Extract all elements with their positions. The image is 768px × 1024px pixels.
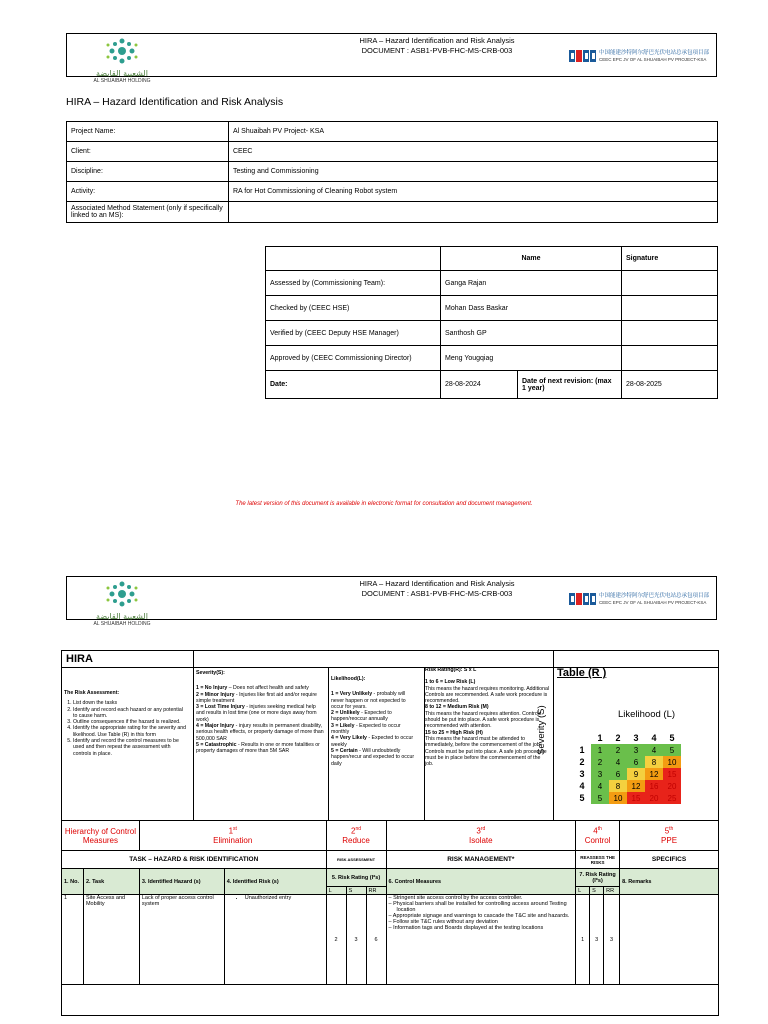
risk-matrix-cell: 12 [627, 780, 645, 792]
approval-role: Verified by (CEEC Deputy HSE Manager) [266, 321, 441, 346]
project-info-table [66, 121, 718, 223]
col-name-header: Name [441, 247, 622, 271]
risk-matrix-cell: 12 [645, 768, 663, 780]
next-revision-label: Date of next revision: (max 1 year) [518, 371, 622, 399]
risk-matrix-cell: 9 [627, 768, 645, 780]
task-hazard: Lack of proper access control system [139, 895, 224, 985]
likelihood-item: 2 = Unlikely - Expected to happen/reoccur annually [331, 710, 392, 723]
severity-item: 4 = Major Injury - injury results in permanent disability, serious health effects, or property damage of more than 500,000 SAR [196, 723, 324, 742]
project-info-row [67, 182, 718, 202]
hira-title: HIRA [66, 653, 93, 665]
logo-arabic-text: الشعيبة القابضة [96, 69, 148, 78]
likelihood-col-label: 1 [597, 733, 603, 743]
al-shuaibah-emblem-icon [102, 580, 142, 608]
hierarchy-5: 5th PPE [620, 821, 719, 851]
col-risk: 4. Identified Risk (s) [224, 869, 326, 895]
risk-matrix-cell: 5 [663, 744, 681, 756]
project-info-label: Discipline: [67, 162, 229, 182]
logo-arabic-text: الشعيبة القابضة [96, 612, 148, 621]
col-controls: 6. Control Measures [386, 869, 576, 895]
approval-name: Santhosh GP [441, 321, 622, 346]
risk-matrix-cell: 6 [627, 756, 645, 768]
severity-item: 3 = Lost Time Injury - injuries seeking medical help and results in lost time (one or more days away from work) [196, 704, 317, 723]
risk-matrix-cell: 2 [609, 744, 627, 756]
al-shuaibah-logo [67, 577, 177, 627]
sub-l: L [326, 887, 346, 895]
document-title: HIRA – Hazard Identification and Risk Analysis DOCUMENT : ASB1-PVB-FHC-MS-CRB-003 [359, 36, 515, 55]
approval-name: Ganga Rajan [441, 271, 622, 296]
task-remarks [620, 895, 719, 985]
hierarchy-4: 4th Control [576, 821, 620, 851]
reassess-header: REASSESS THE RISKS [576, 851, 620, 869]
approval-signature [622, 296, 718, 321]
risk-matrix-cell: 20 [663, 780, 681, 792]
approval-signature [622, 321, 718, 346]
control-measure: – Appropriate signage and warnings to cascade the T&C site and hazards. [388, 913, 570, 919]
severity-row-label: 5 [579, 793, 585, 803]
risk-matrix-cell: 10 [609, 792, 627, 804]
ceec-english-text: CEEC EPC JV OF AL SHUAIBAH PV PROJECT-KSA [599, 600, 707, 605]
project-info-row [67, 142, 718, 162]
approval-name: Mohan Dass Baskar [441, 296, 622, 321]
risk-matrix-cell: 2 [591, 756, 609, 768]
severity-item: 1 = No Injury – Does not affect health and safety [196, 685, 309, 692]
risk-matrix-header-row [573, 732, 681, 744]
likelihood-col-label: 2 [615, 733, 621, 743]
risk-assessment-steps [73, 700, 188, 757]
severity-axis-label: Severity (S) [536, 705, 547, 755]
approval-row [266, 321, 718, 346]
risk-matrix-cell: 8 [645, 756, 663, 768]
col-rating: 5. Risk Rating (I*s) [326, 869, 386, 887]
ceec-logo [569, 46, 717, 66]
project-info-label: Activity: [67, 182, 229, 202]
risk-matrix-cell: 3 [627, 744, 645, 756]
severity-item: 2 = Minor Injury - Injuries like first aid and/or require simple treatment [196, 691, 317, 704]
project-info-value: RA for Hot Commissioning of Cleaning Robot system [229, 182, 718, 202]
sub-s: S [346, 887, 366, 895]
risk-assessment-header: RISK ASSESSMENT [326, 851, 386, 869]
approval-role: Approved by (CEEC Commissioning Director) [266, 346, 441, 371]
risk-matrix [573, 732, 681, 804]
risk-matrix-cell: 8 [609, 780, 627, 792]
col-signature-header: Signature [622, 247, 718, 271]
likelihood-item: 5 = Certain - Will undoubtedly happen/recur and expected to occur daily [331, 747, 415, 767]
risk-matrix-cell: 5 [591, 792, 609, 804]
severity-item: 5 = Catastrophic - Results in one or more fatalities or property damages of more than 5M SAR [196, 741, 320, 755]
control-measure: – Stringent site access control by the access controller. [388, 895, 523, 901]
project-info-label: Client: [67, 142, 229, 162]
risk-matrix-cell: 1 [591, 744, 609, 756]
approval-signature [622, 346, 718, 371]
task-section-header: TASK – HAZARD & RISK IDENTIFICATION [62, 851, 327, 869]
rating-l: 2 [326, 895, 346, 985]
severity-row-label: 4 [579, 781, 585, 791]
date-value: 28-08-2024 [441, 371, 518, 399]
project-info-row [67, 122, 718, 142]
project-info-label: Associated Method Statement (only if specifically linked to an MS): [67, 202, 229, 223]
risk-matrix-row [573, 756, 681, 768]
risk-assessment-section: The Risk Assessment: 1. List down the tasks 2. Identify and record each hazard or any potential to cause harm. 3. Outline consequences if the hazard is realized. 4. Identify the appropriate rating for the severity and likelihood. Use Table (R) in this form 5. Identify and record the control measures to be used and then repeat the assessment with controls in place. [64, 690, 188, 757]
project-info-row [67, 202, 718, 223]
risk-matrix-cell: 4 [645, 744, 663, 756]
col-hazard: 3. Identified Hazard (s) [139, 869, 224, 895]
ceec-emblem-icon [569, 48, 597, 64]
task-name: Site Access and Mobility [83, 895, 139, 985]
likelihood-axis-label: Likelihood (L) [618, 709, 676, 720]
risk-step: 2. Identify and record each hazard or any potential to cause harm. [73, 707, 188, 720]
risk-matrix-cell: 15 [663, 768, 681, 780]
hierarchy-3: 3rd Isolate [386, 821, 576, 851]
likelihood-col-label: 4 [651, 733, 657, 743]
project-info-value: Al Shuaibah PV Project- KSA [229, 122, 718, 142]
task-no: 1 [62, 895, 84, 985]
date-label: Date: [266, 371, 441, 399]
likelihood-item: 4 = Very Likely - Expected to occur weekly [331, 735, 414, 748]
table-r-title: Table (R ) [557, 667, 607, 679]
task-row [62, 895, 719, 985]
al-shuaibah-logo [67, 34, 177, 84]
reassess-l2: 1 [576, 895, 590, 985]
task-risk: • Unauthorized entry [224, 895, 326, 985]
risk-rating-section: Risk Rating(R): S x L 1 to 6 = Low Risk (L) This means the hazard requires monitoring. Additional Controls are recommended. A safe work procedure is recommended. 8 to 12 = Medium Risk (M) This means the hazard requires attention. Controls should be put into place. A safe work procedure is recommended with attention. 15 to 25 = High Risk (H) This means the hazard must be attended to immediately, before the commencement of the job. Controls must be put into place. A safe job procedure must be in place before the commencement of the job. [425, 667, 549, 768]
risk-matrix-cell: 15 [627, 792, 645, 804]
sub-rr: RR [366, 887, 386, 895]
document-header [66, 33, 717, 84]
ceec-english-text: CEEC EPC JV OF AL SHUAIBAH PV PROJECT-KSA [599, 57, 707, 62]
task-controls [386, 895, 576, 985]
col-no: 1. No. [62, 869, 84, 895]
document-header-2 [66, 576, 717, 627]
hierarchy-2: 2nd Reduce [326, 821, 386, 851]
logo-english-text: AL SHUAIBAH HOLDING [93, 78, 151, 84]
sub-l-2: L [576, 887, 590, 895]
risk-rating-item: 8 to 12 = Medium Risk (M) This means the hazard requires attention. Controls should be put into place. A safe work procedure is recommended with attention. [425, 704, 542, 730]
ceec-emblem-icon [569, 591, 597, 607]
risk-step: 5. Identify and record the control measures to be used and then repeat the assessment with controls in place. [73, 738, 188, 757]
logo-english-text: AL SHUAIBAH HOLDING [93, 621, 151, 627]
reassess-s2: 3 [590, 895, 604, 985]
approval-row [266, 346, 718, 371]
ceec-chinese-text: 中国能建沙特阿尔舒巴光伏电站总承包项目部 [599, 593, 710, 599]
likelihood-item: 3 = Likely - Expected to occur monthly [331, 722, 401, 736]
sub-s-2: S [590, 887, 604, 895]
approval-role: Checked by (CEEC HSE) [266, 296, 441, 321]
hierarchy-1: 1st Elimination [139, 821, 326, 851]
severity-row-label: 3 [579, 769, 585, 779]
sub-rr-2: RR [604, 887, 620, 895]
hira-task-table [61, 820, 719, 985]
likelihood-col-label: 5 [669, 733, 675, 743]
project-info-value: CEEC [229, 142, 718, 162]
severity-row-label: 2 [579, 757, 585, 767]
approval-name: Meng Yougqiag [441, 346, 622, 371]
risk-matrix-cell: 20 [645, 792, 663, 804]
project-info-row [67, 162, 718, 182]
project-info-value [229, 202, 718, 223]
al-shuaibah-emblem-icon [102, 37, 142, 65]
risk-rating-item: 1 to 6 = Low Risk (L) This means the hazard requires monitoring. Additional Controls are recommended. A safe work procedure is recommended. [425, 679, 549, 705]
approvals-table [265, 246, 718, 399]
severity-section: Severity(S): 1 = No Injury – Does not affect health and safety 2 = Minor Injury - Injuries like first aid and/or require simple treatment 3 = Lost Time Injury - injuries seeking medical help and results in lost time (one or more days away from work) 4 = Major Injury - injury results in permanent disability, serious health effects, or property damage of more than 500,000 SAR 5 = Catastrophic - Results in one or more fatalities or property damages of more than 5M SAR [196, 670, 324, 755]
risk-matrix-cell: 16 [645, 780, 663, 792]
risk-matrix-row [573, 744, 681, 756]
document-title: HIRA – Hazard Identification and Risk Analysis DOCUMENT : ASB1-PVB-FHC-MS-CRB-003 [359, 579, 515, 598]
severity-row-label: 1 [579, 745, 585, 755]
latest-version-note: The latest version of this document is available in electronic format for consultation and document management. [235, 501, 533, 507]
ceec-logo [569, 589, 717, 609]
project-info-label: Project Name: [67, 122, 229, 142]
project-info-value: Testing and Commissioning [229, 162, 718, 182]
col-task: 2. Task [83, 869, 139, 895]
likelihood-section: Likelihood(L): 1 = Very Unlikely - probably will never happen or not expected to occur for years. 2 = Unlikely - Expected to happen/reoccur annually 3 = Likely - Expected to occur monthly 4 = Very Likely - Expected to occur weekly 5 = Certain - Will undoubtedly happen/recur and expected to occur daily [331, 676, 419, 767]
col-rating-2: 7. Risk Rating (I*s) [576, 869, 620, 887]
rating-s: 3 [346, 895, 366, 985]
risk-management-header: RISK MANAGEMENT* [386, 851, 576, 869]
risk-step: 1. List down the tasks [73, 700, 188, 706]
control-measure: – Physical barriers shall be installed for controlling access around Testing location [388, 901, 567, 913]
approval-role: Assessed by (Commissioning Team): [266, 271, 441, 296]
rating-rr: 6 [366, 895, 386, 985]
next-revision-value: 28-08-2025 [622, 371, 718, 399]
hierarchy-label: Hierarchy of Control Measures [62, 821, 140, 851]
likelihood-col-label: 3 [633, 733, 639, 743]
risk-matrix-row [573, 768, 681, 780]
risk-rating-item: 15 to 25 = High Risk (H) This means the hazard must be attended to immediately, before the commencement of the job. Controls must be put into place. A safe job procedure must be in place before the commencement of the job. [425, 729, 547, 768]
risk-step: 4. Identify the appropriate rating for the severity and likelihood. Use Table (R) in this form [73, 725, 188, 738]
risk-matrix-cell: 25 [663, 792, 681, 804]
risk-step: 3. Outline consequences if the hazard is realized. [73, 719, 188, 725]
reassess-rr2: 3 [604, 895, 620, 985]
page-title: HIRA – Hazard Identification and Risk Analysis [66, 96, 284, 108]
col-remarks: 8. Remarks [620, 869, 719, 895]
approval-row [266, 271, 718, 296]
control-measure: – Follow site T&C rules without any deviation [388, 919, 498, 925]
approval-signature [622, 271, 718, 296]
risk-matrix-row [573, 792, 681, 804]
specifics-header: SPECIFICS [620, 851, 719, 869]
control-measure: – Information tags and Boards displayed at the testing locations [388, 925, 544, 931]
ceec-chinese-text: 中国能建沙特阿尔舒巴光伏电站总承包项目部 [599, 50, 710, 56]
risk-matrix-row [573, 780, 681, 792]
risk-matrix-cell: 4 [609, 756, 627, 768]
likelihood-item: 1 = Very Unlikely - probably will never happen or not expected to occur for years. [331, 691, 406, 710]
risk-matrix-cell: 10 [663, 756, 681, 768]
approval-row [266, 296, 718, 321]
risk-matrix-cell: 6 [609, 768, 627, 780]
risk-matrix-cell: 4 [591, 780, 609, 792]
risk-matrix-cell: 3 [591, 768, 609, 780]
